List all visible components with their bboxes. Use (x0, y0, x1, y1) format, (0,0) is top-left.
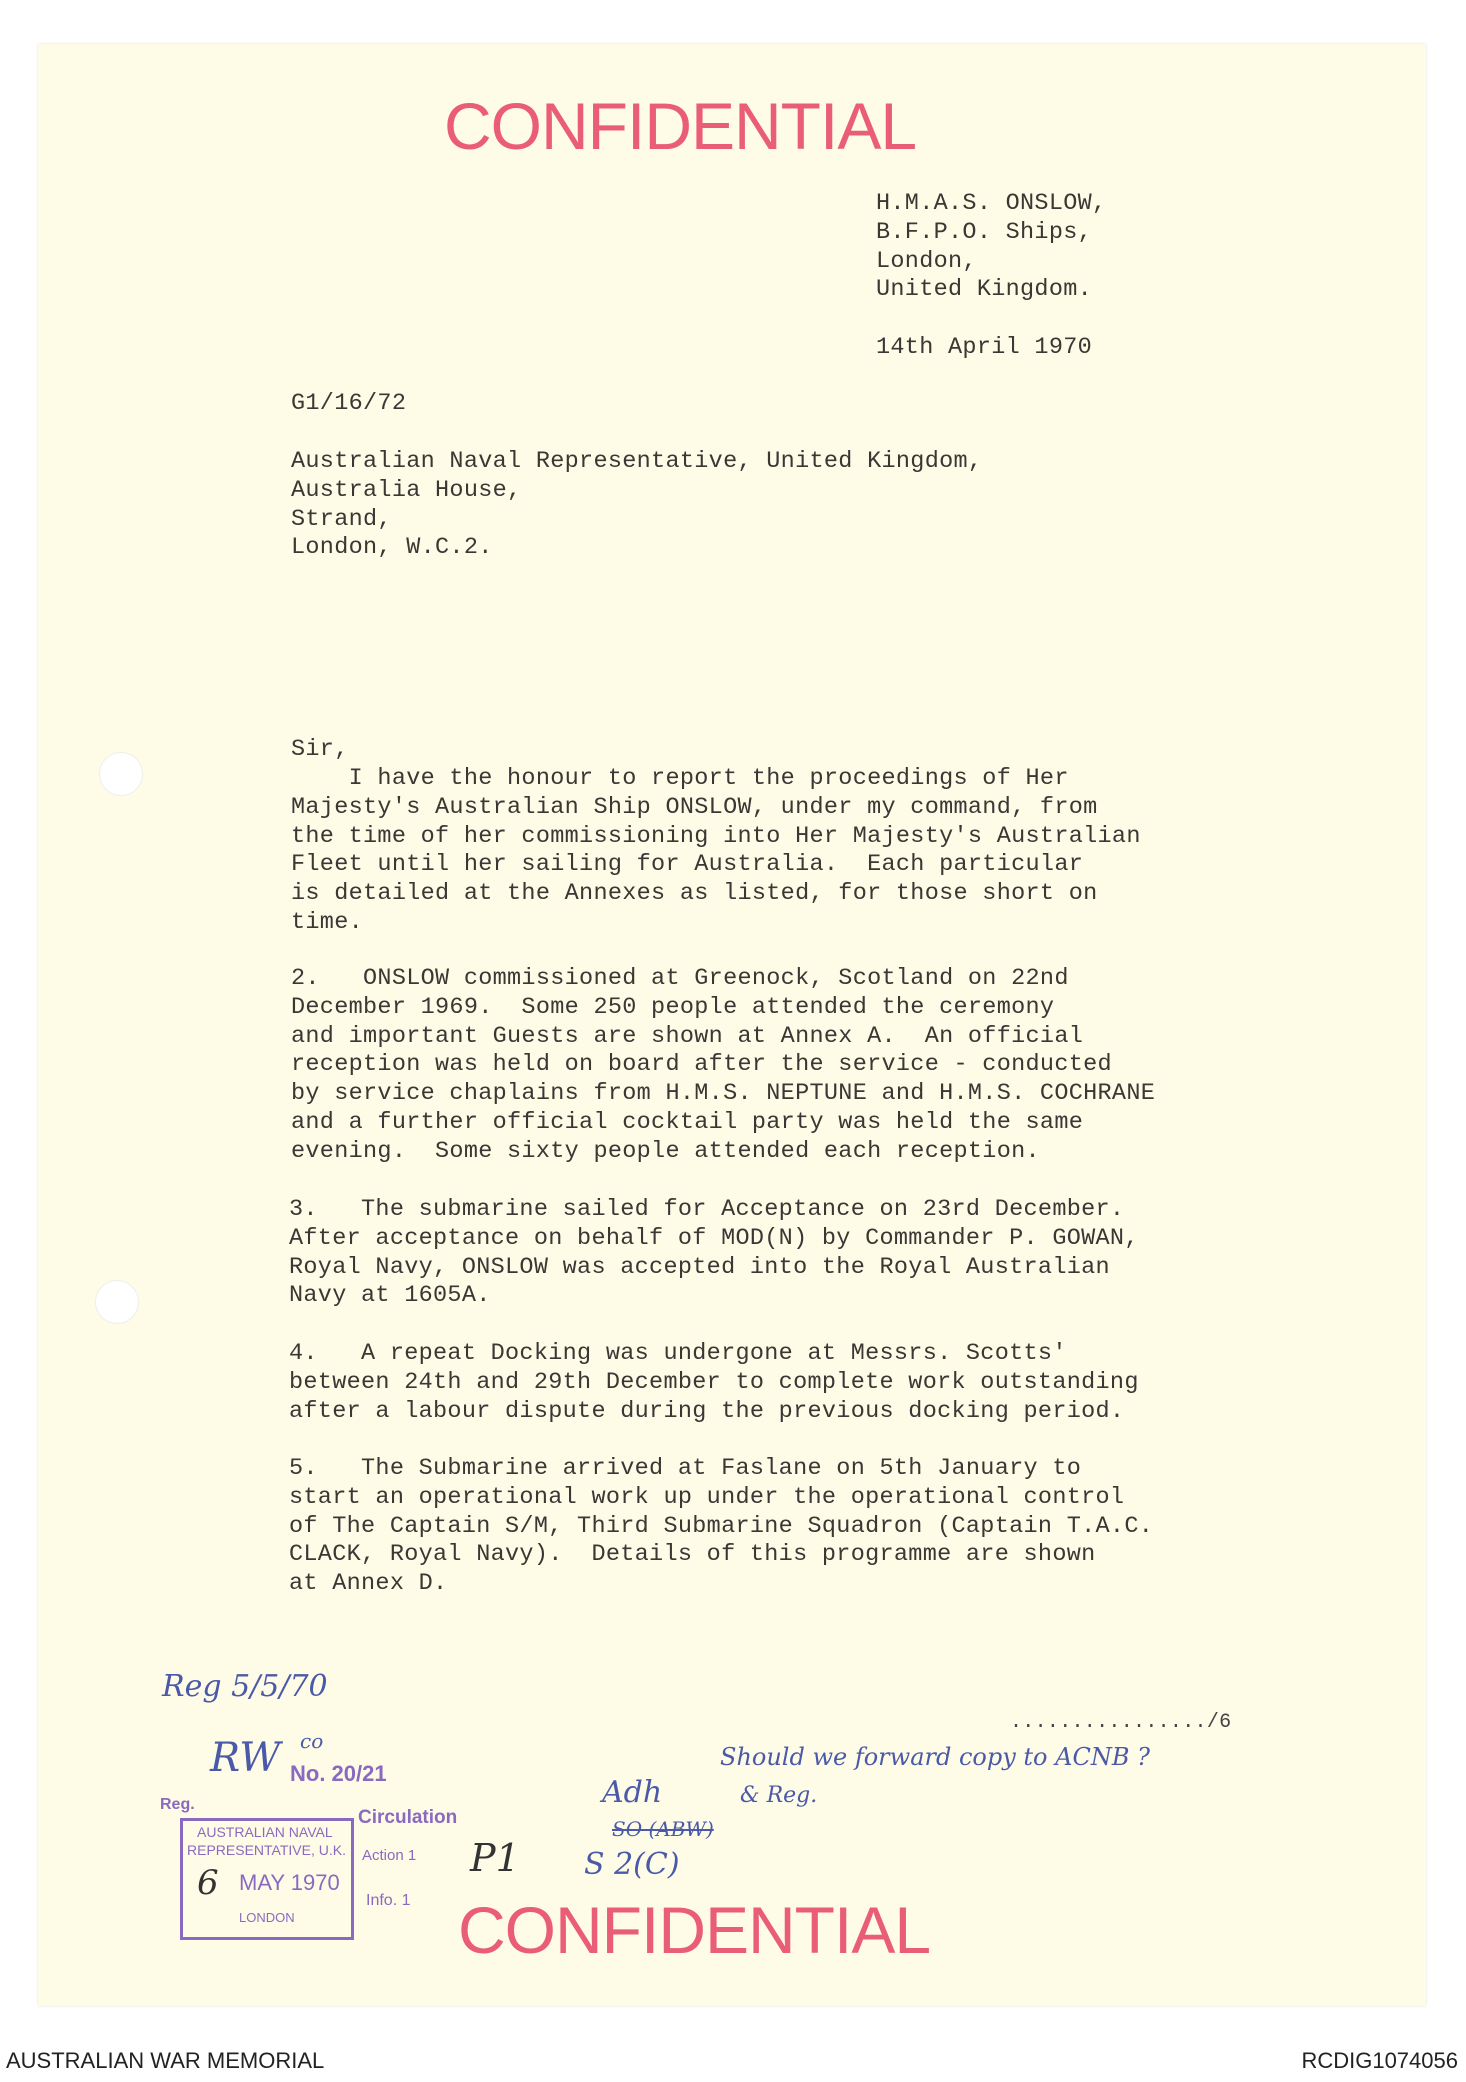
text-line: 2. ONSLOW commissioned at Greenock, Scotland on 22nd (291, 965, 1069, 992)
address-line: United Kingdom. (876, 276, 1093, 304)
recipient-address (291, 448, 982, 563)
text-line: After acceptance on behalf of MOD(N) by Commander P. GOWAN, (289, 1224, 1139, 1252)
address-line: London, W.C.2. (291, 534, 493, 562)
address-line: Australian Naval Representative, United Kingdom, (291, 448, 983, 475)
address-line: Strand, (291, 505, 392, 533)
address-line: Australia House, (291, 476, 522, 504)
stamp-date: MAY 1970 (239, 1870, 340, 1895)
text-line: 3. The submarine sailed for Acceptance on 23rd December. (289, 1196, 1125, 1223)
p1-note: P1 (470, 1836, 520, 1880)
paragraph-4 (289, 1340, 1139, 1426)
text-line: between 24th and 29th December to complete work outstanding (289, 1368, 1139, 1396)
registry-number: No. 20/21 (290, 1761, 387, 1786)
text-line: and important Guests are shown at Annex A. An official (291, 1022, 1084, 1050)
punch-hole (95, 1280, 139, 1324)
punch-hole (99, 752, 143, 796)
sender-address (876, 190, 1106, 305)
page-count: ................/6 (1010, 1711, 1232, 1734)
action-note: Adh (602, 1775, 663, 1810)
registry-date-stamp (180, 1818, 354, 1940)
text-line: 5. The Submarine arrived at Faslane on 5th January to (289, 1455, 1082, 1482)
text-line: evening. Some sixty people attended each reception. (291, 1137, 1040, 1165)
info-count: Info. 1 (366, 1892, 411, 1909)
salutation: Sir, (291, 736, 349, 763)
text-line: 4. A repeat Docking was undergone at Messrs. Scotts' (289, 1340, 1067, 1367)
text-line: Royal Navy, ONSLOW was accepted into the Royal Australian (289, 1253, 1110, 1281)
stamp-city: LONDON (239, 1910, 295, 1925)
stamp-line: AUSTRALIAN NAVAL (197, 1824, 333, 1840)
s-note: S 2(C) (584, 1847, 680, 1882)
stamp-line: REPRESENTATIVE, U.K. (187, 1842, 346, 1858)
footer-archive-name: AUSTRALIAN WAR MEMORIAL (6, 2048, 325, 2073)
text-line: of The Captain S/M, Third Submarine Squadron (Captain T.A.C. (289, 1512, 1154, 1540)
text-line: reception was held on board after the service - conducted (291, 1051, 1112, 1079)
action-count: Action 1 (362, 1847, 417, 1864)
confidential-stamp-bottom: CONFIDENTIAL (458, 1893, 931, 1967)
text-line: by service chaplains from H.M.S. NEPTUNE and H.M.S. COCHRANE (291, 1080, 1156, 1108)
text-line: the time of her commissioning into Her Majesty's Australian (291, 822, 1141, 850)
text-line: at Annex D. (289, 1570, 448, 1598)
text-line: and a further official cocktail party was held the same (291, 1108, 1084, 1136)
paragraph-5 (289, 1455, 1153, 1599)
forward-copy-note: Should we forward copy to ACNB ? (720, 1743, 1150, 1771)
co-note: co (300, 1729, 324, 1753)
stamp-day: 6 (197, 1863, 219, 1903)
so-note: SO (ABW) (612, 1817, 714, 1841)
address-line: B.F.P.O. Ships, (876, 218, 1093, 246)
text-line: Fleet until her sailing for Australia. Each particular (291, 851, 1084, 879)
text-line: is detailed at the Annexes as listed, for those short on (291, 880, 1098, 908)
text-line: I have the honour to report the proceedings of Her (291, 765, 1069, 792)
circulation-label: Circulation (358, 1807, 458, 1828)
address-line: London, (876, 247, 977, 275)
confidential-stamp-top: CONFIDENTIAL (444, 89, 917, 163)
registered-date-note: Reg 5/5/70 (162, 1669, 328, 1704)
initials-note: RW (210, 1735, 281, 1781)
letter-date: 14th April 1970 (876, 334, 1093, 361)
text-line: start an operational work up under the operational control (289, 1483, 1125, 1511)
reference-number: G1/16/72 (291, 390, 407, 417)
text-line: Navy at 1605A. (289, 1282, 491, 1310)
footer-record-id: RCDIG1074056 (1301, 2048, 1458, 2073)
text-line: after a labour dispute during the previous docking period. (289, 1397, 1125, 1425)
paragraph-2 (291, 965, 1155, 1167)
text-line: December 1969. Some 250 people attended the ceremony (291, 993, 1055, 1021)
paragraph-1 (291, 765, 1141, 938)
reg-note: & Reg. (740, 1783, 818, 1808)
text-line: time. (291, 908, 364, 936)
text-line: CLACK, Royal Navy). Details of this programme are shown (289, 1541, 1096, 1569)
paragraph-3 (289, 1196, 1139, 1311)
address-line: H.M.A.S. ONSLOW, (876, 190, 1107, 217)
text-line: Majesty's Australian Ship ONSLOW, under my command, from (291, 793, 1098, 821)
reg-label: Reg. (160, 1796, 195, 1813)
